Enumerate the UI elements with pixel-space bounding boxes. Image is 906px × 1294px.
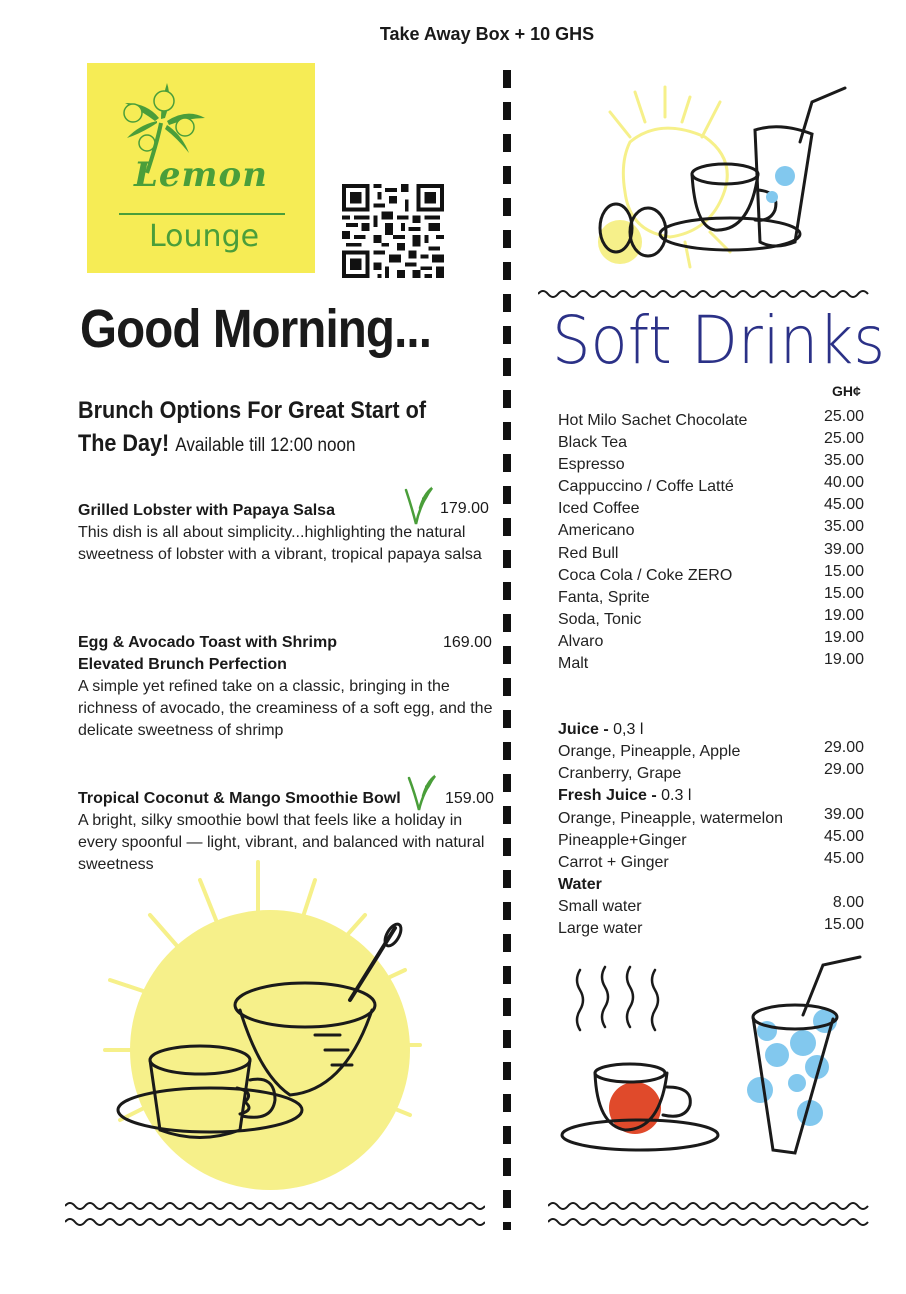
drink-row (558, 827, 864, 852)
dish-name: Egg & Avocado Toast with Shrimp (78, 634, 337, 651)
drink-price: 19.00 (823, 651, 864, 669)
dish-item (78, 500, 498, 566)
drink-row (558, 805, 864, 830)
water-label: Water (558, 875, 602, 893)
page-title: Good Morning... (80, 299, 432, 359)
water-section-header (558, 874, 864, 896)
drink-row (558, 893, 864, 918)
drink-row (558, 432, 864, 454)
dish-price: 159.00 (445, 790, 494, 807)
currency-label: GH¢ (832, 383, 861, 399)
dish-price: 179.00 (440, 500, 489, 517)
drink-row (558, 540, 864, 565)
drink-name: Large water (558, 919, 643, 937)
wave-divider (548, 1196, 873, 1232)
drink-row (558, 520, 864, 542)
dish-description: A bright, silky smoothie bowl that feels like a holiday in every spoonful — light, vibrant, and balanced with natural sweetness (78, 812, 485, 873)
drink-row (558, 476, 864, 498)
drink-row (558, 849, 864, 874)
logo-lounge-text: Lounge (149, 219, 260, 254)
drink-name: Black Tea (558, 434, 628, 452)
drink-price: 29.00 (823, 761, 864, 779)
logo-divider (119, 213, 285, 215)
drink-row (558, 915, 864, 940)
drink-price: 45.00 (823, 849, 864, 867)
drink-price: 39.00 (823, 540, 864, 558)
drink-name: Soda, Tonic (558, 610, 642, 628)
drink-price: 35.00 (823, 452, 864, 470)
fresh-juice-label: Fresh Juice - (558, 787, 657, 805)
drink-name: Alvaro (558, 632, 604, 650)
drink-name: Fanta, Sprite (558, 588, 650, 606)
drink-price: 19.00 (823, 628, 864, 646)
soft-drinks-title: Soft Drinks (552, 302, 885, 379)
drink-row (558, 410, 864, 432)
drink-price: 29.00 (823, 739, 864, 757)
dish-description: This dish is all about simplicity...highlighting the natural sweetness of lobster with a vibrant, tropical papaya salsa (78, 524, 482, 563)
drink-name: Americano (558, 522, 635, 540)
tea-and-iced-drink-illustration (555, 955, 865, 1160)
qr-code[interactable] (341, 184, 445, 278)
drink-name: Espresso (558, 456, 625, 474)
dish-price: 169.00 (443, 634, 492, 651)
juice-label: Juice - (558, 721, 609, 739)
sun-coffee-illustration (100, 860, 470, 1200)
column-divider (503, 70, 511, 1230)
drink-name: Orange, Pineapple, watermelon (558, 809, 784, 827)
drink-price: 45.00 (823, 496, 864, 514)
availability-note: Available till 12:00 noon (175, 435, 356, 456)
drink-row (558, 454, 864, 476)
drink-name: Red Bull (558, 544, 619, 562)
drink-name: Small water (558, 897, 642, 915)
drink-price: 8.00 (832, 893, 864, 911)
drink-row (558, 562, 864, 587)
drink-name: Hot Milo Sachet Chocolate (558, 412, 748, 429)
dish-name: Tropical Coconut & Mango Smoothie Bowl (78, 790, 401, 807)
drink-name: Carrot + Ginger (558, 853, 669, 871)
drink-name: Pineapple+Ginger (558, 831, 687, 849)
dish-name: Grilled Lobster with Papaya Salsa (78, 502, 335, 519)
drink-price: 45.00 (823, 827, 864, 845)
drink-price: 25.00 (823, 430, 864, 448)
drink-name: Orange, Pineapple, Apple (558, 743, 741, 761)
drink-price: 40.00 (823, 474, 864, 492)
dish-description: A simple yet refined take on a classic, bringing in the richness of avocado, the creaminess of a soft egg, and the delicate sweetness of shrimp (78, 678, 493, 739)
juice-unit: 0,3 l (613, 721, 644, 739)
drink-row (558, 584, 864, 609)
drink-name: Cranberry, Grape (558, 765, 682, 783)
drink-name: Malt (558, 655, 589, 673)
drink-row (558, 653, 864, 675)
drink-name: Coca Cola / Coke ZERO (558, 566, 733, 584)
wave-divider (538, 286, 873, 302)
drink-price: 15.00 (823, 915, 864, 933)
lemon-lounge-logo (87, 63, 315, 273)
vegan-leaf-icon (405, 772, 437, 812)
drink-price: 25.00 (823, 408, 864, 425)
take-away-note: Take Away Box + 10 GHS (379, 24, 595, 44)
fresh-juice-section-header (558, 785, 864, 807)
vegan-leaf-icon (402, 484, 434, 526)
wave-divider (65, 1196, 485, 1232)
drink-name: Cappuccino / Coffe Latté (558, 478, 734, 496)
drink-price: 19.00 (823, 606, 864, 624)
drink-price: 15.00 (823, 584, 864, 602)
drink-name: Iced Coffee (558, 500, 640, 518)
drink-row (558, 606, 864, 631)
drink-price: 35.00 (823, 518, 864, 536)
brunch-subtitle (78, 394, 456, 462)
drink-row (558, 628, 864, 653)
dish-subname: Elevated Brunch Perfection (78, 656, 287, 673)
logo-lemon-text: Lemon (134, 155, 268, 195)
drink-row (558, 763, 864, 785)
section-spacer (558, 675, 864, 719)
drink-price: 39.00 (823, 805, 864, 823)
drink-price: 15.00 (823, 562, 864, 580)
drinks-list (558, 410, 864, 940)
drink-row (558, 741, 864, 763)
breakfast-cup-illustration (590, 82, 855, 277)
juice-section-header (558, 719, 864, 741)
drink-row (558, 498, 864, 520)
brunch-subtitle-text: Brunch Options For Great Start of The Day! (78, 397, 427, 457)
fresh-juice-unit: 0.3 l (661, 787, 692, 805)
dish-item (78, 632, 498, 742)
